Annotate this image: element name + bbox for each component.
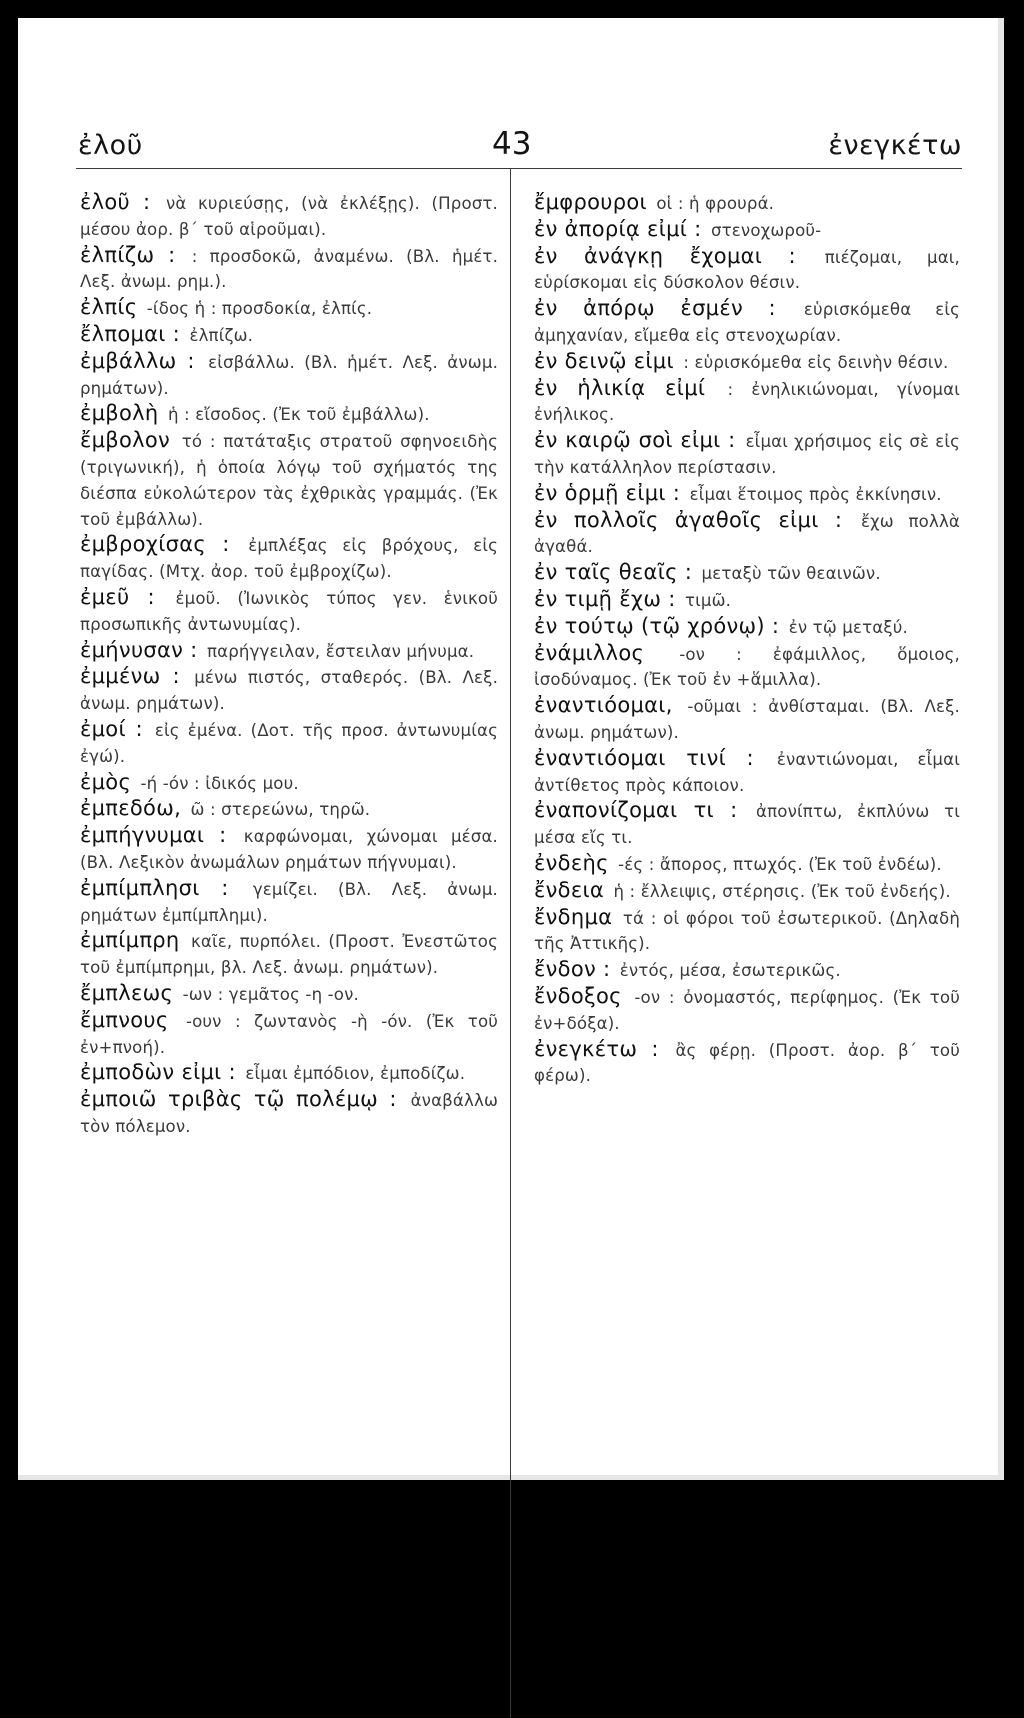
entry-headword: ἔμπνους [80,1007,169,1032]
entry-definition: ἐντός, μέσα, ἐσωτερικῶς. [619,961,841,981]
dictionary-entry [80,532,498,585]
dictionary-entry [534,798,960,851]
entry-headword: ἐμοί : [80,716,143,741]
entry-definition: οἱ : ἡ φρουρά. [656,194,775,213]
dictionary-entry [534,560,960,587]
entry-definition: γεμίζει. (Βλ. Λεξ. ἀνωμ. ρημάτων ἐμπίμπλημι). [80,879,498,925]
entry-definition: τό : πατάταξις στρατοῦ σφηνοειδὴς (τριγωνική), ἡ ὁποία λόγῳ τοῦ σχήματός της διέσπα εὐκολώτερον τὰς ἐχθρικὰς γραμμάς. (Ἐκ τοῦ ἐμβάλλω). [80,432,498,529]
entry-headword: ἐν ἀπορίᾳ εἰμί : [534,216,702,241]
entry-definition: -ουν : ζωντανὸς -ὴ -όν. (Ἐκ τοῦ ἐν+πνοή). [80,1011,498,1057]
entry-headword: ἔνδημα [534,904,613,929]
entry-definition: τιμῶ. [685,590,732,610]
entry-headword: ἐμὸς [80,769,132,794]
entry-headword: ἐλπίς [80,295,138,320]
entry-headword: ἔνδοξος [534,983,622,1008]
dictionary-entry [80,770,498,797]
entry-definition: : ἐνηλικιώνομαι, γίνομαι ἐνήλικος. [534,379,960,425]
dictionary-entry [80,243,498,296]
dictionary-entry [534,190,960,217]
entry-definition: ἐναντιώνομαι, εἶμαι ἀντίθετος πρὸς κάποιον. [534,749,960,795]
dictionary-entry [80,638,498,665]
entry-headword: ἐμπεδόω, [80,796,182,821]
entry-definition: εἶμαι χρήσιμος εἰς σὲ εἰς τὴν κατάλληλον περίστασιν. [534,432,960,477]
entry-definition: -ων : γεμᾶτος -η -ον. [182,984,359,1004]
dictionary-entry [80,1060,498,1087]
page-header [76,118,962,168]
entry-headword: ἔνδον : [534,957,611,982]
entry-definition: -ές : ἄπορος, πτωχός. (Ἐκ τοῦ ἐνδέω). [618,854,942,874]
right-column [534,190,960,1450]
header-first-word: ἐλοῦ [78,130,143,161]
entry-headword: ἐμποιῶ τριβὰς τῷ πολέμῳ : [80,1087,397,1112]
entry-definition: τά : οἱ φόροι τοῦ ἐσωτερικοῦ. (Δηλαδὴ τῆς Ἀττικῆς). [534,908,960,954]
entry-headword: ἐμμένω : [80,664,180,689]
entry-definition: : εὑρισκόμεθα εἰς δεινὴν θέσιν. [683,352,949,372]
entry-headword: ἔμβολον [80,428,171,453]
entry-definition: ῶ : στερεώνω, τηρῶ. [190,800,371,820]
entry-headword: ἐν ὁρμῇ εἰμι : [534,480,681,505]
entry-headword: ἐναντιόομαι, [534,693,673,718]
dictionary-entry [80,796,498,823]
entry-definition: -ή -όν : ἰδικός μου. [140,773,299,793]
entry-definition: ἐν τῷ μεταξύ. [788,617,908,637]
entry-headword: ἐν καιρῷ σοὶ εἰμι : [534,428,736,453]
entry-definition: πιέζομαι, μαι, εὑρίσκομαι εἰς δύσκολον θέσιν. [534,247,960,293]
entry-headword: ἔνδεια [534,877,605,902]
entry-definition: εἶμαι ἐμπόδιον, ἐμποδίζω. [245,1064,466,1084]
entry-headword: ἐνεγκέτω : [534,1036,659,1061]
entry-headword: ἐνδεὴς [534,850,609,875]
entry-definition: στενοχωροῦ- [710,220,822,240]
dictionary-entry [80,349,498,402]
dictionary-entry [80,322,498,349]
dictionary-entry [534,376,960,429]
entry-definition: -ίδος ἡ : προσδοκία, ἐλπίς. [146,299,373,319]
dictionary-entry [534,641,960,694]
entry-headword: ἐμπήγνυμαι : [80,823,227,848]
dictionary-entry [80,981,498,1008]
dictionary-entry [534,296,960,349]
dictionary-entry [80,401,498,428]
dictionary-entry [534,746,960,799]
entry-headword: ἐνάμιλλος [534,640,645,665]
dictionary-entry [534,851,960,878]
dictionary-entry [80,1008,498,1061]
dictionary-entry [80,190,498,243]
entry-definition: ἡ : ἔλλειψις, στέρησις. (Ἐκ τοῦ ἐνδεής). [613,881,951,901]
entry-headword: ἐμποδὼν εἰμι : [80,1060,236,1085]
dictionary-entry [534,984,960,1037]
dictionary-entry [80,295,498,322]
dictionary-entry [534,614,960,641]
entry-headword: ἐν ἀνάγκῃ ἔχομαι : [534,243,796,268]
dictionary-entry [80,428,498,532]
entry-headword: ἔμπλεως [80,980,174,1005]
entry-headword: ἐμπίμπρη [80,928,180,953]
entry-definition: : προσδοκῶ, ἀναμένω. (Βλ. ἡμέτ. Λεξ. ἀνωμ. ρημ.). [80,246,498,292]
entry-definition: εὑρισκόμεθα εἰς ἀμηχανίαν, εἴμεθα εἰς στενοχωρίαν. [534,300,960,345]
header-last-word: ἐνεγκέτω [828,130,962,161]
dictionary-entry [534,957,960,984]
dictionary-entry [80,876,498,929]
entry-definition: εἰς ἐμένα. (Δοτ. τῆς προσ. ἀντωνυμίας ἐγώ). [80,720,498,766]
column-divider [510,168,511,1718]
entry-definition: εἶμαι ἕτοιμος πρὸς ἐκκίνησιν. [689,484,942,504]
entry-headword: ἐμήνυσαν : [80,637,198,662]
entry-headword: ἐμβάλλω : [80,348,195,373]
entry-headword: ἐν ταῖς θεαῖς : [534,560,693,585]
dictionary-page [18,18,1004,1480]
entry-headword: ἐλπίζω : [80,242,176,267]
entry-definition: -οῦμαι : ἀνθίσταμαι. (Βλ. Λεξ. ἀνωμ. ρημάτων). [534,697,960,742]
entry-definition: ἐμοῦ. (Ἰωνικὸς τύπος γεν. ἑνικοῦ προσωπικῆς ἀντωνυμίας). [80,588,498,634]
entry-headword: ἐν τούτῳ (τῷ χρόνῳ) : [534,613,780,638]
entry-definition: ἀπονίπτω, ἐκπλύνω τι μέσα εἴς τι. [534,802,960,848]
dictionary-entry [534,481,960,508]
dictionary-entry [80,928,498,981]
dictionary-entry [534,508,960,561]
page-number: 43 [492,126,532,162]
entry-definition: ἔχω πολλὰ ἀγαθά. [534,511,960,557]
dictionary-entry [534,349,960,376]
entry-headword: ἐλοῦ : [80,190,151,214]
dictionary-entry [534,905,960,958]
entry-headword: ἔμφρουροι [534,190,647,214]
dictionary-entry [534,878,960,905]
entry-headword: ἐμεῦ : [80,584,155,609]
entry-headword: ἔλπομαι : [80,321,181,346]
dictionary-entry [80,585,498,638]
dictionary-entry [534,244,960,297]
entry-headword: ἐναπονίζομαι τι : [534,798,738,823]
dictionary-entry [534,1037,960,1090]
entry-headword: ἐναντιόομαι τινί : [534,745,754,770]
dictionary-entry [534,587,960,614]
entry-definition: νὰ κυριεύσῃς, (νὰ ἐκλέξῃς). (Προστ. μέσου ἀορ. β΄ τοῦ αἱροῦμαι). [80,194,498,239]
entry-definition: ἂς φέρῃ. (Προστ. ἀορ. β΄ τοῦ φέρω). [534,1040,960,1086]
left-column [80,190,498,1450]
entry-headword: ἐν δεινῷ εἰμι [534,348,674,373]
dictionary-entry [80,823,498,876]
entry-definition: ἐλπίζω. [189,325,254,345]
dictionary-entry [80,664,498,717]
dictionary-entry [80,717,498,770]
entry-headword: ἐν τιμῇ ἔχω : [534,586,676,611]
entry-definition: μεταξὺ τῶν θεαινῶν. [701,564,881,584]
entry-headword: ἐν πολλοῖς ἀγαθοῖς εἰμι : [534,507,843,532]
entry-definition: ἡ : εἴσοδος. (Ἐκ τοῦ ἐμβάλλω). [167,405,430,425]
header-rule [76,168,962,169]
entry-definition: ἀναβάλλω τὸν πόλεμον. [80,1091,498,1136]
entry-headword: ἐν ἡλικίᾳ εἰμί [534,375,706,400]
dictionary-entry [534,693,960,746]
entry-definition: παρήγγειλαν, ἔστειλαν μήνυμα. [206,641,475,661]
entry-definition: μένω πιστός, σταθερός. (Βλ. Λεξ. ἀνωμ. ρημάτων). [80,668,498,714]
entry-headword: ἐμβολὴ [80,401,159,426]
entry-headword: ἐμπίμπλησι : [80,875,229,900]
entry-headword: ἐν ἀπόρῳ ἐσμέν : [534,296,776,321]
entry-definition: -ον : ἐφάμιλλος, ὅμοιος, ἰσοδύναμος. (Ἐκ τοῦ ἐν +ἅμιλλα). [534,644,960,690]
entry-definition: εἰσβάλλω. (Βλ. ἡμέτ. Λεξ. ἀνωμ. ρημάτων). [80,352,498,398]
entry-definition: -ον : ὀνομαστός, περίφημος. (Ἐκ τοῦ ἐν+δόξα). [534,987,960,1033]
dictionary-entry [534,428,960,481]
dictionary-entry [534,217,960,244]
entry-definition: καῖε, πυρπόλει. (Προστ. Ἐνεστῶτος τοῦ ἐμπίμπρημι, βλ. Λεξ. ἀνωμ. ρημάτων). [80,932,498,978]
entry-definition: ἐμπλέξας εἰς βρόχους, εἰς παγίδας. (Μτχ. ἀορ. τοῦ ἐμβροχίζω). [80,536,498,582]
entry-headword: ἐμβροχίσας : [80,532,230,557]
entry-definition: καρφώνομαι, χώνομαι μέσα. (Βλ. Λεξικὸν ἀνωμάλων ρημάτων πήγνυμαι). [80,827,498,872]
dictionary-entry [80,1087,498,1140]
